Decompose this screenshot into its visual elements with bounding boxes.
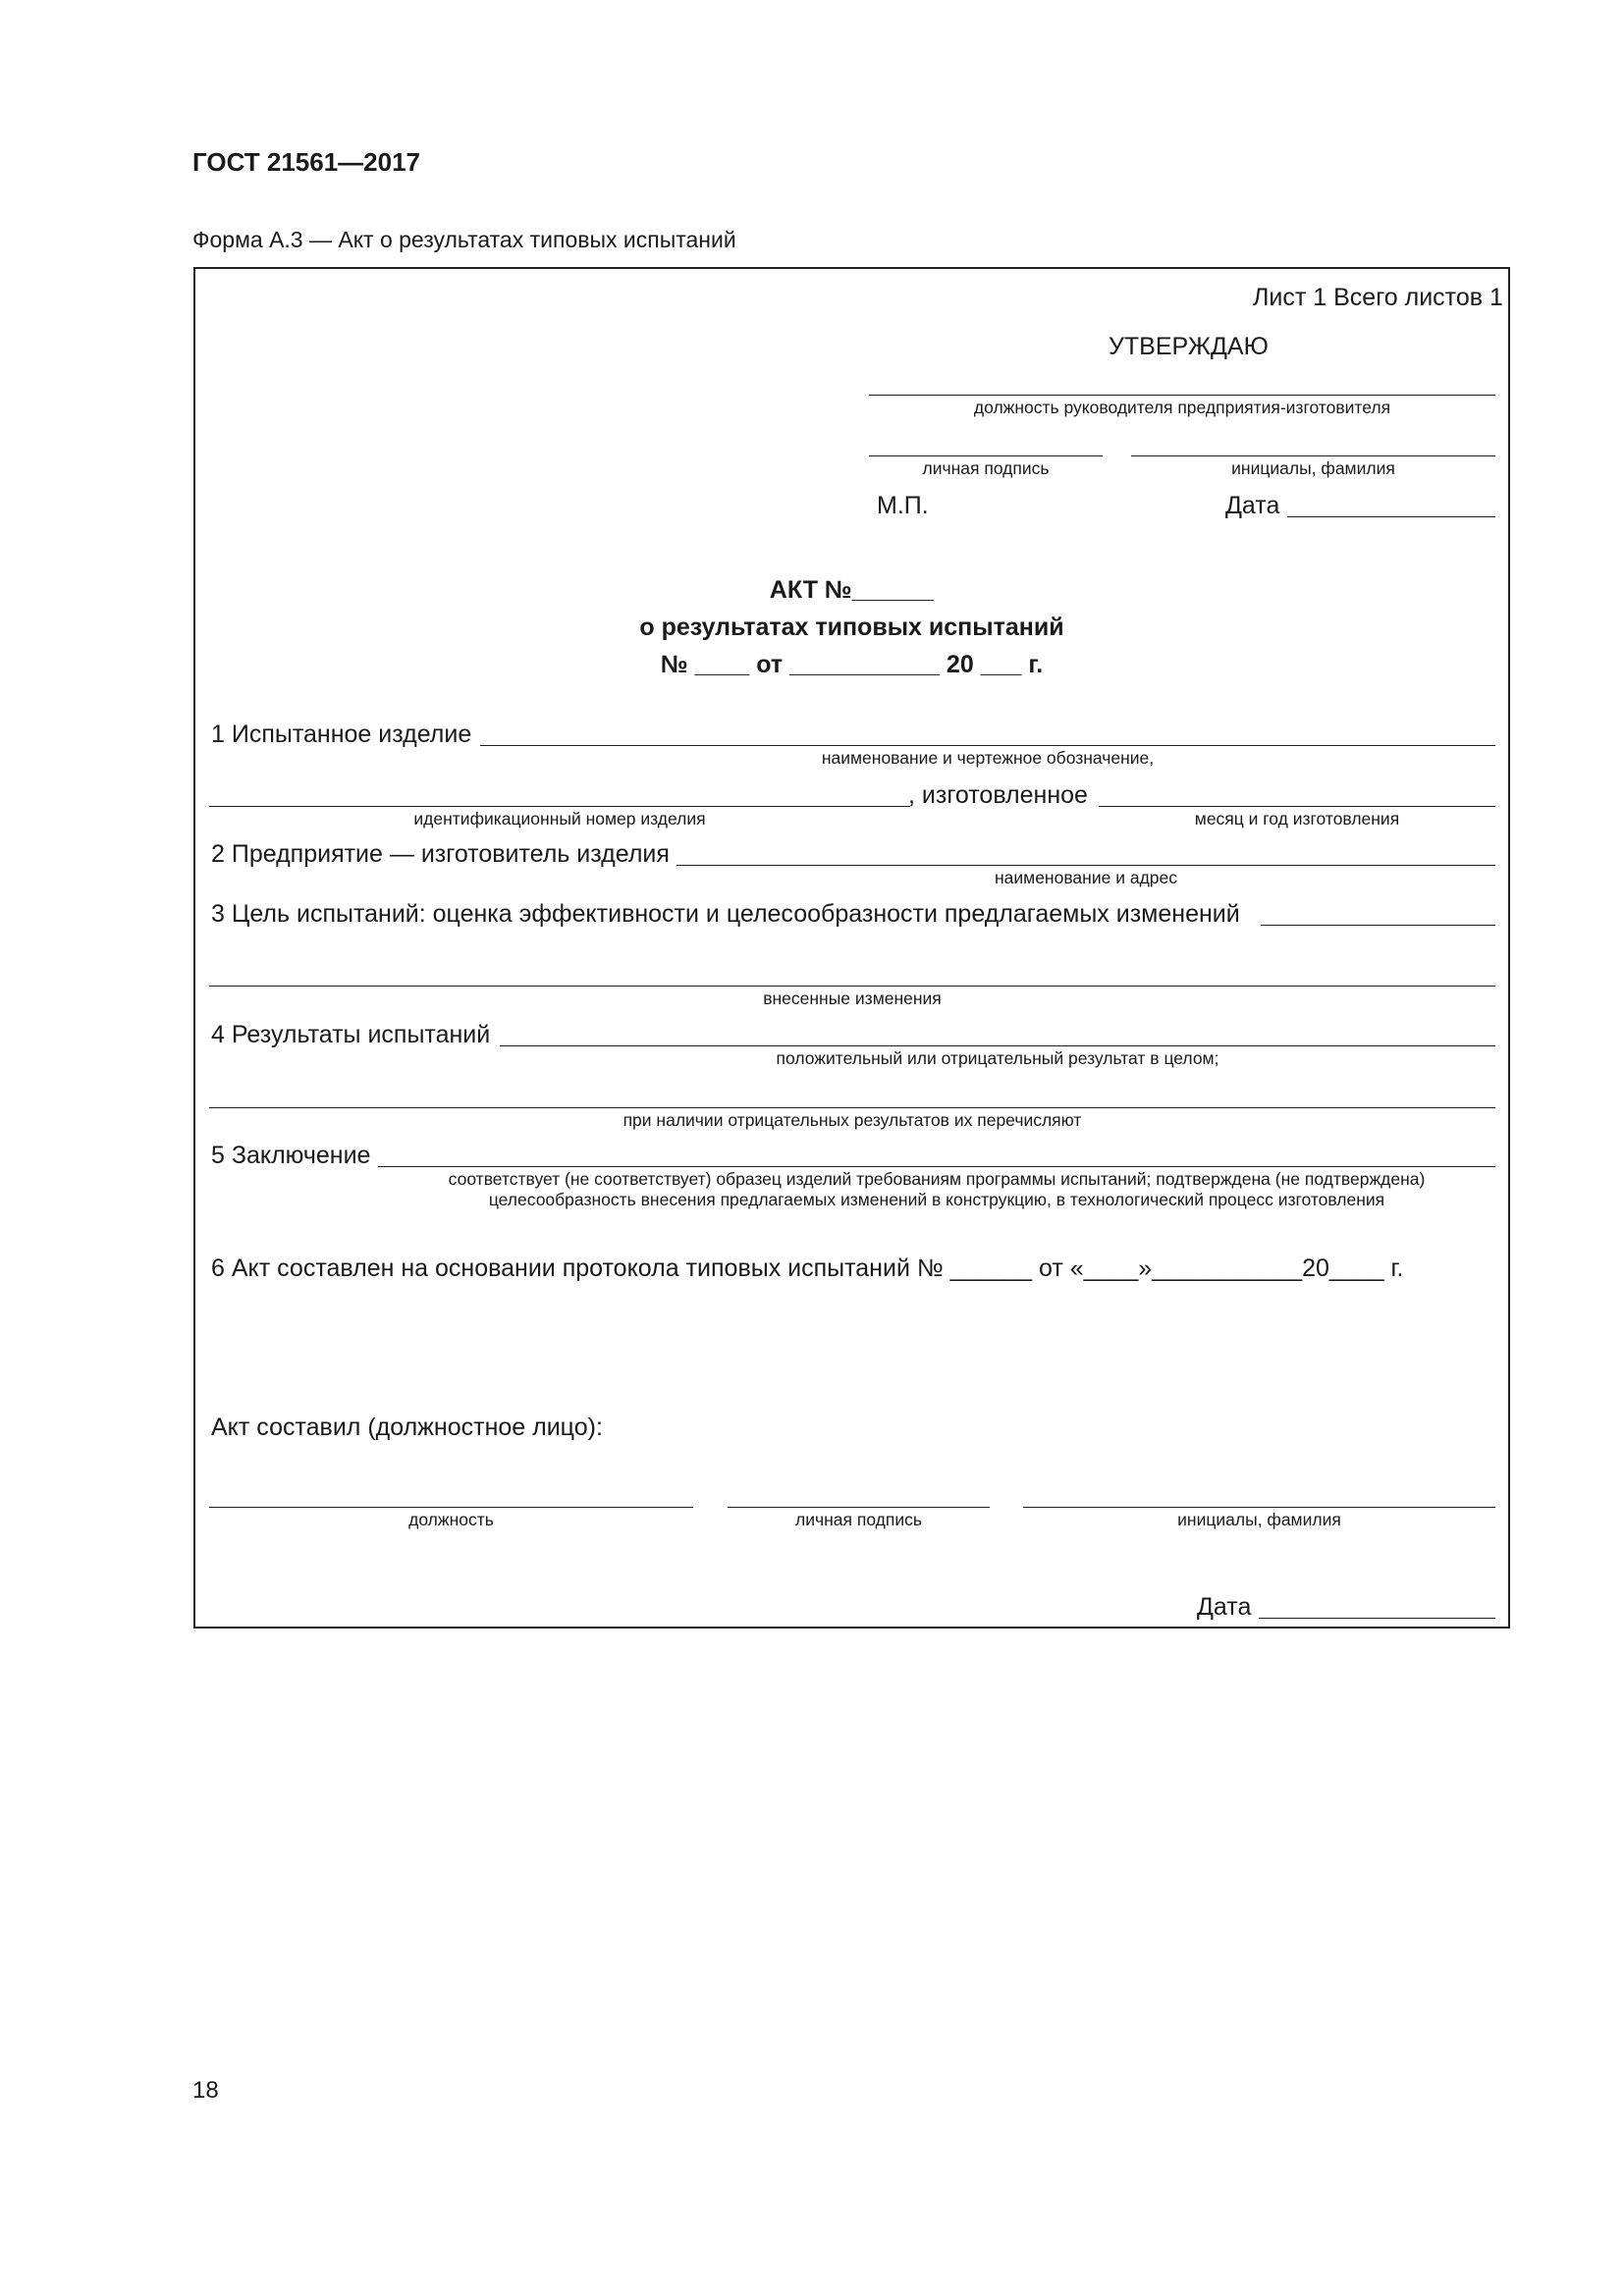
- sheet-info: Лист 1 Всего листов 1: [1253, 284, 1503, 311]
- section-3-line[interactable]: [1261, 925, 1495, 926]
- position-caption: должность руководителя предприятия-изготовителя: [973, 398, 1391, 417]
- footer-date-label: Дата: [1197, 1593, 1252, 1621]
- section-5-caption-2: целесообразность внесения предлагаемых изменений в конструкцию, в технологический процесс изготовления: [488, 1190, 1385, 1209]
- act-subtitle: о результатах типовых испытаний: [639, 614, 1064, 641]
- section-6-text: 6 Акт составлен на основании протокола типовых испытаний № ______ от «____»___________20____ г.: [211, 1255, 1404, 1282]
- section-1-line[interactable]: [480, 745, 1495, 746]
- section-2-caption: наименование и адрес: [995, 868, 1177, 887]
- section-5-line[interactable]: [378, 1166, 1495, 1167]
- position-line[interactable]: [869, 395, 1495, 396]
- footer-name-line[interactable]: [1023, 1507, 1495, 1508]
- footer-name-caption: инициалы, фамилия: [1177, 1510, 1341, 1529]
- section-1-label: 1 Испытанное изделие: [211, 721, 472, 748]
- section-4-line-2[interactable]: [209, 1107, 1495, 1108]
- compiled-by-label: Акт составил (должностное лицо):: [211, 1414, 603, 1441]
- footer-signature-line[interactable]: [728, 1507, 990, 1508]
- form-caption: Форма А.3 — Акт о результатах типовых испытаний: [192, 227, 736, 252]
- act-number-title: АКТ №______: [769, 576, 935, 604]
- footer-position-line[interactable]: [209, 1507, 693, 1508]
- section-1-caption: наименование и чертежное обозначение,: [821, 748, 1155, 768]
- section-2-line[interactable]: [677, 865, 1495, 866]
- footer-position-caption: должность: [408, 1510, 494, 1529]
- name-line[interactable]: [1131, 455, 1495, 456]
- section-4-label: 4 Результаты испытаний: [211, 1021, 491, 1048]
- approval-date-line[interactable]: [1287, 516, 1495, 517]
- manufacture-date-line[interactable]: [1099, 806, 1495, 807]
- act-number-line: № ____ от ___________ 20 ___ г.: [660, 651, 1044, 678]
- section-3-line-2[interactable]: [209, 986, 1495, 987]
- footer-date-line[interactable]: [1259, 1618, 1495, 1619]
- section-4-line[interactable]: [500, 1045, 1495, 1046]
- approval-date-label: Дата: [1225, 492, 1280, 519]
- section-2-label: 2 Предприятие — изготовитель изделия: [211, 840, 670, 868]
- document-code: ГОСТ 21561—2017: [192, 147, 420, 177]
- stamp-label: М.П.: [877, 492, 929, 519]
- id-number-caption: идентификационный номер изделия: [413, 809, 706, 828]
- section-5-label: 5 Заключение: [211, 1142, 371, 1169]
- section-3-caption: внесенные изменения: [763, 988, 942, 1008]
- footer-signature-caption: личная подпись: [795, 1510, 922, 1529]
- act-form: [193, 267, 1510, 1629]
- section-3-label: 3 Цель испытаний: оценка эффективности и целесообразности предлагаемых изменений: [211, 900, 1240, 928]
- section-5-caption-1: соответствует (не соответствует) образец изделий требованиям программы испытаний; подтверждена (не подтверждена): [448, 1169, 1426, 1189]
- id-number-line[interactable]: [209, 806, 910, 807]
- manufacture-date-caption: месяц и год изготовления: [1194, 809, 1400, 828]
- signature-line[interactable]: [869, 455, 1103, 456]
- section-4-caption-2: при наличии отрицательных результатов их перечисляют: [623, 1110, 1082, 1130]
- name-caption: инициалы, фамилия: [1231, 458, 1395, 478]
- approve-heading: УТВЕРЖДАЮ: [1109, 333, 1269, 360]
- signature-caption: личная подпись: [922, 458, 1050, 478]
- section-4-caption: положительный или отрицательный результат в целом;: [776, 1048, 1219, 1068]
- manufactured-label: , изготовленное: [908, 781, 1088, 809]
- page-number: 18: [192, 2077, 219, 2104]
